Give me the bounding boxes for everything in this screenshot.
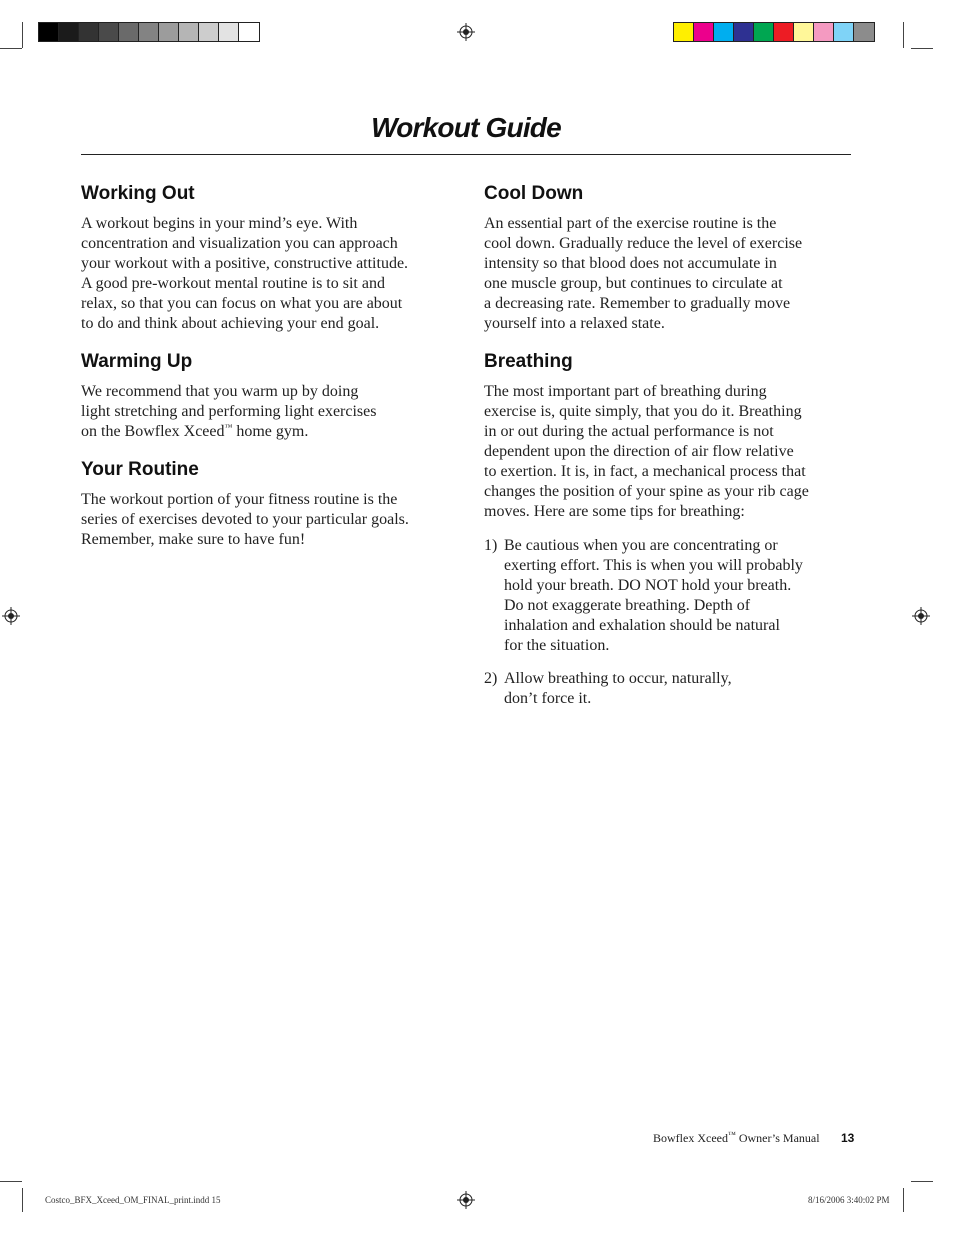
color-swatch [814, 23, 834, 41]
color-swatch [59, 23, 79, 41]
color-swatch [139, 23, 159, 41]
text-line: concentration and visualization you can approach [81, 235, 398, 252]
text-line: relax, so that you can focus on what you are about [81, 295, 403, 312]
text-line: hold your breath. DO NOT hold your breath. [504, 577, 792, 594]
text-line: moves. Here are some tips for breathing: [484, 503, 745, 520]
text-line: The workout portion of your fitness routine is the [81, 491, 398, 508]
text-line: Allow breathing to occur, naturally, [504, 670, 732, 687]
section-warming-up [81, 348, 441, 442]
crop-mark [22, 22, 23, 48]
color-swatch [159, 23, 179, 41]
section-heading: Cool Down [484, 183, 584, 204]
crop-mark [0, 1181, 22, 1182]
text-line: intensity so that blood does not accumulate in [484, 255, 777, 272]
text-line: changes the position of your spine as your rib cage [484, 483, 809, 500]
text-line: Remember, make sure to have fun! [81, 531, 306, 548]
text-line: light stretching and performing light exercises [81, 403, 377, 420]
text-line: for the situation. [504, 637, 610, 654]
registration-mark-icon [457, 1191, 475, 1209]
text-line: in or out during the actual performance is not [484, 423, 774, 440]
trademark-symbol: ™ [224, 422, 233, 432]
color-swatch [834, 23, 854, 41]
color-swatch [754, 23, 774, 41]
color-swatch [734, 23, 754, 41]
crop-mark [903, 22, 904, 48]
crop-mark [0, 48, 22, 49]
breathing-tips-list [484, 536, 844, 709]
list-number: 1) [484, 537, 498, 554]
process-color-bar [673, 22, 875, 42]
section-heading: Warming Up [81, 351, 193, 372]
text-line: The most important part of breathing during [484, 383, 767, 400]
section-heading: Your Routine [81, 459, 199, 480]
text-line: A good pre-workout mental routine is to sit and [81, 275, 385, 292]
registration-mark-icon [457, 23, 475, 41]
list-number: 2) [484, 670, 498, 687]
color-swatch [774, 23, 794, 41]
section-working-out [81, 180, 441, 334]
text-line: yourself into a relaxed state. [484, 315, 665, 332]
color-swatch [794, 23, 814, 41]
color-swatch [179, 23, 199, 41]
text-line: on the Bowflex Xceed [81, 423, 225, 440]
section-breathing [484, 348, 844, 709]
grayscale-color-bar [38, 22, 260, 42]
page-number: 13 [841, 1131, 855, 1145]
registration-mark-icon [2, 607, 20, 625]
section-body [81, 490, 441, 550]
text-line: series of exercises devoted to your particular goals. [81, 511, 409, 528]
slug-timestamp: 8/16/2006 3:40:02 PM [808, 1195, 890, 1205]
text-line: exerting effort. This is when you will probably [504, 557, 803, 574]
section-body [484, 382, 844, 522]
color-swatch [99, 23, 119, 41]
trademark-symbol: ™ [727, 1130, 736, 1139]
text-line: exercise is, quite simply, that you do it. Breathing [484, 403, 802, 420]
color-swatch [854, 23, 874, 41]
color-swatch [239, 23, 259, 41]
section-heading: Breathing [484, 351, 573, 372]
crop-mark [22, 1188, 23, 1212]
crop-mark [903, 1188, 904, 1212]
text-line: cool down. Gradually reduce the level of exercise [484, 235, 803, 252]
left-column [81, 180, 441, 564]
section-cool-down [484, 180, 844, 334]
color-swatch [199, 23, 219, 41]
text-line: your workout with a positive, constructive attitude. [81, 255, 409, 272]
registration-mark-icon [912, 607, 930, 625]
text-line: a decreasing rate. Remember to gradually move [484, 295, 791, 312]
footer-manual-title [653, 1131, 820, 1146]
color-swatch [119, 23, 139, 41]
color-swatch [39, 23, 59, 41]
right-column [484, 180, 844, 723]
text-line: don’t force it. [504, 690, 592, 707]
text-line: inhalation and exhalation should be natural [504, 617, 780, 634]
text-line: to do and think about achieving your end goal. [81, 315, 380, 332]
section-body [484, 214, 844, 334]
color-swatch [219, 23, 239, 41]
crop-mark [911, 48, 933, 49]
list-item [484, 536, 844, 656]
color-swatch [694, 23, 714, 41]
crop-mark [911, 1181, 933, 1182]
text-line: one muscle group, but continues to circulate at [484, 275, 783, 292]
section-body [81, 214, 441, 334]
text-line: Be cautious when you are concentrating or [504, 537, 778, 554]
text-line: We recommend that you warm up by doing [81, 383, 359, 400]
footer-text: Bowflex Xceed [653, 1131, 728, 1145]
list-item [484, 669, 844, 709]
page-title: Workout Guide [371, 112, 561, 143]
section-your-routine [81, 456, 441, 550]
section-body [81, 382, 441, 442]
text-line: Do not exaggerate breathing. Depth of [504, 597, 751, 614]
color-swatch [714, 23, 734, 41]
footer-text: Owner’s Manual [735, 1131, 820, 1145]
slug-filename: Costco_BFX_Xceed_OM_FINAL_print.indd 15 [45, 1195, 221, 1205]
text-line: dependent upon the direction of air flow relative [484, 443, 794, 460]
color-swatch [674, 23, 694, 41]
text-line: home gym. [232, 423, 309, 440]
text-line: to exertion. It is, in fact, a mechanical process that [484, 463, 806, 480]
text-line: An essential part of the exercise routine is the [484, 215, 777, 232]
color-swatch [79, 23, 99, 41]
title-divider [81, 154, 851, 155]
text-line: A workout begins in your mind’s eye. With [81, 215, 358, 232]
section-heading: Working Out [81, 183, 195, 204]
